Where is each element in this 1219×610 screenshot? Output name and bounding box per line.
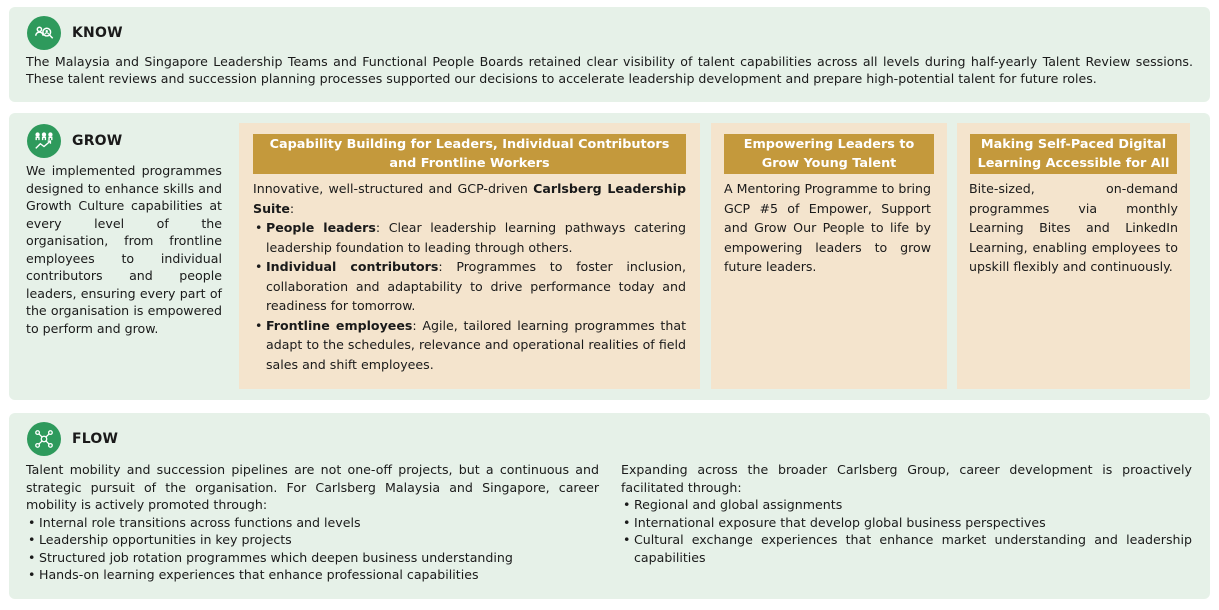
flow-header	[27, 422, 118, 456]
bullet-text: : Programmes to foster inclusion, collaboration and adaptability to drive performance today and readiness for tomorrow.	[266, 259, 687, 313]
list-item	[253, 257, 686, 316]
bullet-text: : Clear leadership learning pathways catering leadership foundation to leading through others.	[266, 220, 686, 255]
know-header	[27, 16, 123, 50]
list-item: • Internal role transitions across functions and levels	[26, 514, 599, 532]
card-capability-building	[239, 123, 700, 389]
know-body: The Malaysia and Singapore Leadership Teams and Functional People Boards retained clear visibility of talent capabilities across all levels during half-yearly Talent Review sessions. These talent reviews and succession planning processes supported our decisions to accelerate leadership development and prepare high-potential talent for future roles.	[26, 54, 1193, 86]
bullet-label: People leaders	[266, 220, 376, 235]
bullet-text: : Agile, tailored learning programmes that adapt to the schedules, relevance and operational realities of field sales and shift employees.	[266, 317, 687, 372]
card-empowering-leaders	[711, 123, 947, 389]
grow-panel	[9, 113, 1210, 400]
flow-left-list	[26, 514, 599, 584]
card-body	[253, 179, 686, 374]
know-panel	[9, 7, 1210, 102]
grow-body: We implemented programmes designed to enhance skills and Growth Culture capabilities at every level of the organisation, from frontline employees to individual contributors and people leaders, ensuring every part of the organisation is empowered to perform and grow.	[26, 163, 222, 336]
list-item: • International exposure that develop global business perspectives	[621, 514, 1192, 532]
card-title: Making Self-Paced Digital Learning Accessible for All	[970, 134, 1177, 174]
know-title: KNOW	[72, 25, 123, 41]
card-title: Empowering Leaders to Grow Young Talent	[724, 134, 934, 174]
list-item: • Structured job rotation programmes which deepen business understanding	[26, 549, 599, 567]
list-item: • Hands-on learning experiences that enhance professional capabilities	[26, 566, 599, 584]
flow-right-intro: Expanding across the broader Carlsberg Group, career development is proactively facilitated through:	[621, 462, 1192, 495]
card-bullet-list	[253, 218, 686, 374]
network-people-icon	[27, 422, 61, 456]
card-body: Bite-sized, on-demand programmes via monthly Learning Bites and LinkedIn Learning, enabling employees to upskill flexibly and continuously.	[969, 181, 1178, 274]
list-item: • Leadership opportunities in key projects	[26, 531, 599, 549]
grow-title: GROW	[72, 133, 123, 149]
card-intro	[253, 179, 686, 218]
card-digital-learning	[957, 123, 1190, 389]
flow-right-list	[621, 496, 1192, 566]
flow-right-column	[621, 461, 1192, 566]
list-item: • Cultural exchange experiences that enhance market understanding and leadership capabilities	[621, 531, 1192, 566]
card-intro-bold: Carlsberg Leadership Suite	[253, 181, 687, 216]
list-item: • Regional and global assignments	[621, 496, 1192, 514]
flow-panel	[9, 413, 1210, 599]
list-item	[253, 316, 686, 375]
flow-left-intro: Talent mobility and succession pipelines are not one-off projects, but a continuous and strategic pursuit of the organisation. For Carlsberg Malaysia and Singapore, career mobility is actively promoted through:	[26, 462, 599, 512]
card-intro-text: Innovative, well-structured and GCP-driven	[253, 181, 534, 196]
people-growth-icon	[27, 124, 61, 158]
flow-title: FLOW	[72, 431, 119, 447]
bullet-label: Individual contributors	[266, 259, 439, 274]
grow-header	[27, 124, 122, 158]
card-intro-end: :	[289, 200, 295, 216]
bullet-label: Frontline employees	[266, 317, 413, 333]
people-search-icon	[27, 16, 61, 50]
flow-left-column	[26, 461, 599, 584]
card-body: A Mentoring Programme to bring GCP #5 of Empower, Support and Grow Our People to life by empowering leaders to grow future leaders.	[724, 181, 931, 274]
card-title: Capability Building for Leaders, Individual Contributors and Frontline Workers	[253, 134, 686, 174]
list-item	[253, 218, 686, 257]
